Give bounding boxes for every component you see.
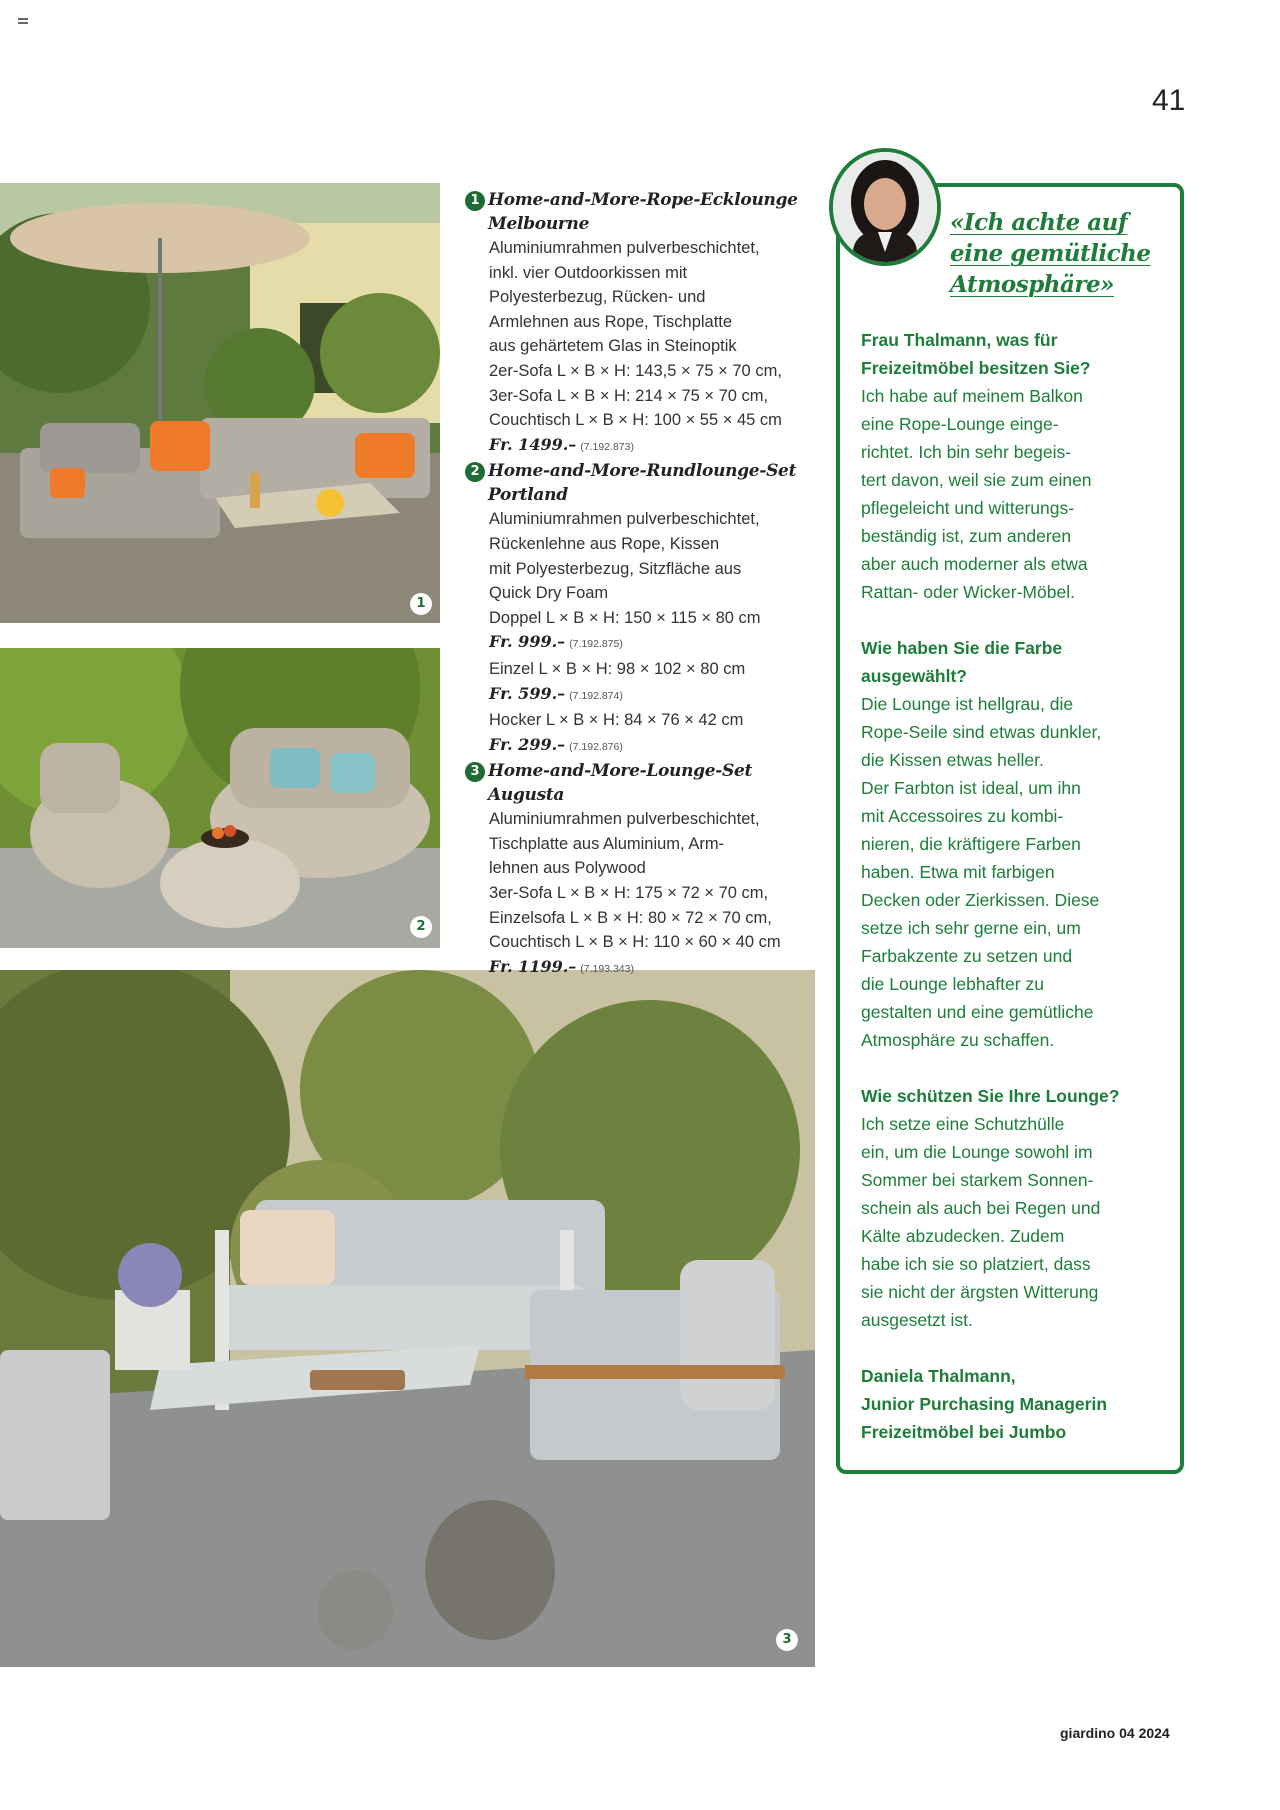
product-details: Aluminiumrahmen pulverbeschichtet, Rückenlehne aus Rope, Kissen mit Polyesterbezug, Sitzfläche aus Quick Dry Foam Doppel L × B × H: 150 × 115 × 80 cm Fr. 999.– (7.192.875) Einzel L × B × H: 98 × 102 × 80 cm Fr. 599.– (7.192.874) Hocker L × B × H: 84 × 76 × 42 cm Fr. 299.– (7.192.876) (489, 507, 817, 759)
interview-answer: Ich setze eine Schutzhülle ein, um die Lounge sowohl im Sommer bei starkem Sonnen- schein als auch bei Regen und Kälte abzudecken. Zudem habe ich sie so platziert, dass sie nicht der ärgsten Witterung ausgesetzt ist. (861, 1114, 1101, 1330)
interview-answer: Ich habe auf meinem Balkon eine Rope-Lounge einge- richtet. Ich bin sehr begeis- tert davon, weil sie zum einen pflegeleicht und witterungs- beständig ist, zum anderen aber auch moderner als etwa Rattan- oder Wicker-Möbel. (861, 386, 1092, 602)
interview-question: Wie schützen Sie Ihre Lounge? (861, 1086, 1120, 1106)
interview-question: Wie haben Sie die Farbe ausgewählt? (861, 638, 1063, 686)
article-number: (7.193.343) (580, 962, 634, 975)
variant-label: Hocker L × B × H: 84 × 76 × 42 cm (489, 711, 744, 730)
interview-text (861, 326, 1176, 1446)
product-price-line (489, 630, 817, 657)
qa-block (861, 326, 1176, 606)
article-number: (7.192.874) (569, 689, 623, 702)
product-1 (465, 188, 817, 459)
product-price-line (489, 682, 817, 709)
variant-label: Einzel L × B × H: 98 × 102 × 80 cm (489, 659, 746, 678)
article-number: (7.192.876) (569, 740, 623, 753)
product-list (465, 188, 817, 981)
product-title: Home-and-More-Rundlounge-Set Portland (488, 461, 797, 506)
product-price: Fr. 999.– (489, 632, 566, 652)
interview-question: Frau Thalmann, was für Freizeitmöbel besitzen Sie? (861, 330, 1091, 378)
variant-label: Doppel L × B × H: 150 × 115 × 80 cm (489, 608, 761, 627)
product-price: Fr. 1499.– (489, 434, 577, 454)
product-price: Fr. 299.– (489, 734, 566, 754)
product-price-line (489, 733, 817, 760)
article-number: (7.192.873) (580, 440, 634, 453)
photo-lounge-set-augusta (0, 970, 815, 1667)
product-details: Aluminiumrahmen pulverbeschichtet, inkl. vier Outdoorkissen mit Polyesterbezug, Rücken- und Armlehnen aus Rope, Tischplatte aus gehärtetem Glas in Steinoptik 2er-Sofa L × B × H: 143,5 × 75 × 70 cm, 3er-Sofa L × B × H: 214 × 75 × 70 cm, Couchtisch L × B × H: 100 × 55 × 45 cm Fr. 1499.– (7.192.873) (489, 236, 817, 459)
article-number: (7.192.875) (569, 638, 623, 651)
menu-icon[interactable] (18, 18, 28, 26)
product-price: Fr. 1199.– (489, 956, 577, 976)
magazine-footer: giardino 04 2024 (1060, 1725, 1170, 1741)
page-number: 41 (1152, 84, 1186, 117)
photo-rundlounge-portland (0, 648, 440, 948)
product-3 (465, 759, 817, 981)
qa-block (861, 1082, 1176, 1334)
product-price: Fr. 599.– (489, 683, 566, 703)
product-price-line (489, 955, 817, 982)
product-details: Aluminiumrahmen pulverbeschichtet, Tischplatte aus Aluminium, Arm- lehnen aus Polywood 3er-Sofa L × B × H: 175 × 72 × 70 cm, Einzelsofa L × B × H: 80 × 72 × 70 cm, Couchtisch L × B × H: 110 × 60 × 40 cm Fr. 1199.– (7.193.343) (489, 807, 817, 981)
product-title: Home-and-More-Rope-Ecklounge Melbourne (488, 190, 798, 234)
photo-badge-3: 3 (776, 1629, 798, 1651)
author-signature: Daniela Thalmann, Junior Purchasing Managerin Freizeitmöbel bei Jumbo (861, 1366, 1108, 1442)
photo-badge-2: 2 (410, 916, 432, 938)
product-number-badge: 1 (465, 191, 485, 211)
product-title: Home-and-More-Lounge-Set Augusta (488, 761, 753, 806)
portrait-photo (829, 148, 941, 266)
product-number-badge: 3 (465, 762, 485, 782)
product-price-line (489, 433, 817, 460)
qa-block (861, 634, 1176, 1054)
photo-ecklounge-melbourne (0, 183, 440, 623)
interview-answer: Die Lounge ist hellgrau, die Rope-Seile sind etwas dunkler, die Kissen etwas heller. Der Farbton ist ideal, um ihn mit Accessoires zu kombi- nieren, die kräftigere Farben haben. Etwa mit farbigen Decken oder Zierkissen. Diese setze ich sehr gerne ein, um Farbakzente zu setzen und die Lounge lebhafter zu gestalten und eine gemütliche Atmosphäre zu schaffen. (861, 694, 1102, 1050)
product-2 (465, 459, 817, 759)
photo-badge-1: 1 (410, 593, 432, 615)
pull-quote: «Ich achte auf eine gemütliche Atmosphäre» (950, 209, 1151, 298)
product-number-badge: 2 (465, 462, 485, 482)
